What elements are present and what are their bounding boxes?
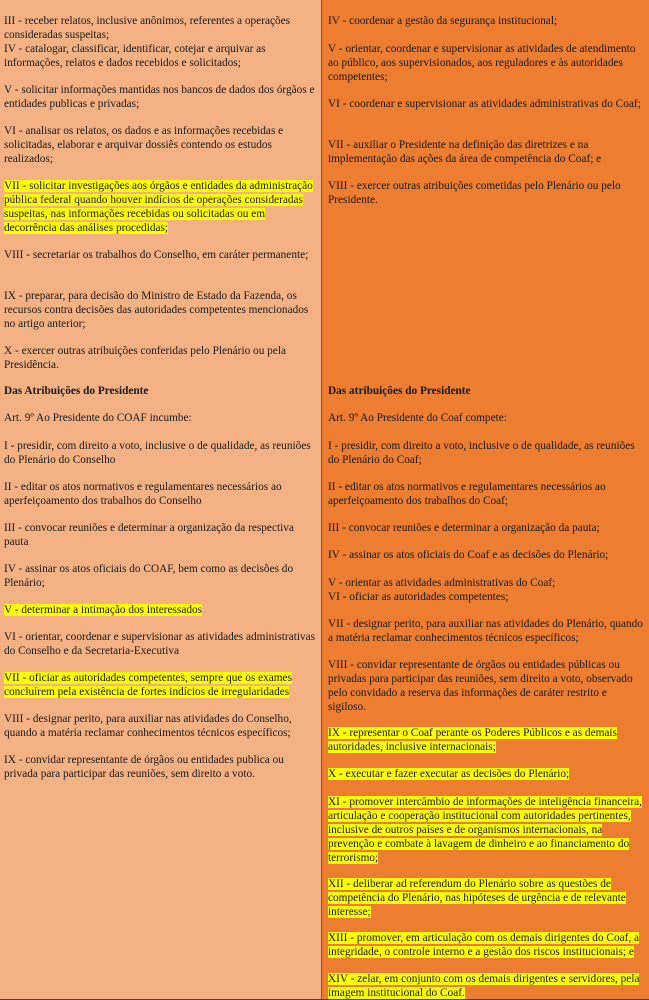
left-pres-item-ii: II - editar os atos normativos e regulamentares necessários ao aperfeiçoamento dos trabalhos do Conselho: [4, 481, 282, 507]
right-item-v: V - orientar, coordenar e supervisionar as atividades de atendimento ao público, aos supervisionados, aos reguladores e às autoridades competentes;: [328, 43, 636, 83]
right-pres-item-xii: [328, 877, 644, 919]
right-pres-item-x-text: X - executar e fazer executar as decisões do Plenário;: [328, 768, 570, 780]
right-pres-item-xiii-text: XIII - promover, em articulação com os demais dirigentes do Coaf, a integridade, o controle interno e a gestão dos riscos institucionais; e: [328, 932, 640, 958]
left-item-ix: IX - preparar, para decisão do Ministro de Estado da Fazenda, os recursos contra decisões das autoridades competentes mencionados no artigo anterior;: [4, 290, 309, 330]
right-pres-item-x: [328, 767, 644, 781]
left-article: Art. 9º Ao Presidente do COAF incumbe:: [4, 412, 192, 424]
left-item-viii: VIII - secretariar os trabalhos do Conselho, em caráter permanente;: [4, 249, 309, 261]
right-column: [322, 0, 649, 1000]
right-pres-item-viii: VIII - convidar representante de órgãos ou entidades públicas ou privadas para participar das reuniões, sem direito a voto, observado pelo convidado a reserva das informações de caráter restrito e sigiloso.: [328, 659, 633, 713]
right-pres-item-xi: [328, 795, 644, 865]
right-item-vi: VI - coordenar e supervisionar as atividades administrativas do Coaf;: [328, 98, 641, 110]
right-pres-item-xiv: [328, 972, 644, 1000]
left-pres-item-i: I - presidir, com direito a voto, inclusive o de qualidade, as reuniões do Plenário do Conselho: [4, 440, 311, 466]
right-pres-item-xiv-text: XIV - zelar, em conjunto com os demais dirigentes e servidores, pela imagem institucional do Coaf.: [328, 973, 640, 999]
right-pres-item-vi: VI - oficiar as autoridades competentes;: [328, 591, 509, 603]
left-item-iv: IV - catalogar, classificar, identificar, cotejar e arquivar as informações, relatos e dados recebidos e solicitados;: [4, 43, 266, 69]
right-pres-item-i: I - presidir, com direito a voto, inclusive o de qualidade, as reuniões do Plenário do Coaf;: [328, 440, 635, 466]
right-item-vii: VII - auxiliar o Presidente na definição das diretrizes e na implementação das ações da área de competência do Coaf; e: [328, 139, 602, 165]
left-pres-item-vi: VI - orientar, coordenar e supervisionar as atividades administrativas do Conselho e da Secretaria-Executiva: [4, 631, 316, 657]
right-pres-item-iv: IV - assinar os atos oficiais do Coaf e as decisões do Plenário;: [328, 549, 609, 561]
left-item-vii: [4, 179, 316, 235]
left-pres-item-v-text: V - determinar a intimação dos interessados: [4, 604, 203, 616]
left-column: [0, 0, 322, 1000]
right-pres-item-vii: VII - designar perito, para auxiliar nas atividades do Plenário, quando a matéria reclamar conhecimentos técnicos específicos;: [328, 618, 643, 644]
left-item-vi: VI - analisar os relatos, os dados e as informações recebidas e solicitadas, elaborar e arquivar dossiês contendo os estudos realizados;: [4, 125, 284, 165]
right-pres-item-ix-text: IX - representar o Coaf perante os Poderes Públicos e as demais autoridades, inclusive internacionais;: [328, 727, 617, 753]
right-pres-item-v: V - orientar as atividades administrativas do Coaf;: [328, 577, 556, 589]
left-pres-item-viii: VIII - designar perito, para auxiliar nas atividades do Conselho, quando a matéria reclamar conhecimentos técnicos específicos;: [4, 713, 292, 739]
right-item-iv: IV - coordenar a gestão da segurança institucional;: [328, 15, 558, 27]
left-pres-item-vii: [4, 671, 316, 699]
left-item-vii-text: VII - solicitar investigações aos órgãos e entidades da administração pública federal quando houver indícios de operações consideradas suspeitas, nas informações recebidas ou solicitadas ou em decorrência das análises procedidas;: [4, 180, 313, 234]
right-pres-item-ii: II - editar os atos normativos e regulamentares necessários ao aperfeiçoamento dos trabalhos do Coaf;: [328, 481, 606, 507]
right-article: Art. 9º Ao Presidente do Coaf compete:: [328, 412, 507, 424]
left-pres-item-vii-text: VII - oficiar as autoridades competentes, sempre que os exames concluírem pela existência de fortes indícios de irregularidades: [4, 672, 292, 698]
right-pres-item-xii-text: XII - deliberar ad referendum do Plenário sobre as questões de competência do Plenário, nas hipóteses de urgência e de relevante interesse;: [328, 878, 626, 918]
left-pres-item-v: [4, 603, 316, 617]
left-heading: Das Atribuições do Presidente: [4, 385, 149, 397]
right-pres-item-iii: III - convocar reuniões e determinar a organização da pauta;: [328, 522, 600, 534]
right-pres-item-xiii: [328, 931, 644, 959]
right-pres-item-xi-text: XI - promover intercâmbio de informações de inteligência financeira, articulação e cooperação institucional com autoridades pertinentes, inclusive de outros países e de organismos internacionais, na prevenção e combate à lavagem de dinheiro e ao financiamento do terrorismo;: [328, 796, 642, 864]
left-item-x: X - exercer outras atribuições conferidas pelo Plenário ou pela Presidência.: [4, 345, 286, 371]
left-pres-item-iii: III - convocar reuniões e determinar a organização da respectiva pauta: [4, 522, 294, 548]
left-item-v: V - solicitar informações mantidas nos bancos de dados dos órgãos e entidades publicas e privadas;: [4, 84, 315, 110]
right-heading: Das atribuições do Presidente: [328, 385, 471, 397]
right-item-viii: VIII - exercer outras atribuições cometidas pelo Plenário ou pelo Presidente.: [328, 180, 621, 206]
right-pres-item-ix: [328, 726, 644, 754]
left-pres-item-ix: IX - convidar representante de órgãos ou entidades publica ou privada para participar das reuniões, sem direito a voto.: [4, 754, 284, 780]
left-pres-item-iv: IV - assinar os atos oficiais do COAF, bem como as decisões do Plenário;: [4, 563, 294, 589]
left-item-iii: III - receber relatos, inclusive anônimos, referentes a operações consideradas suspeitas;: [4, 15, 291, 41]
